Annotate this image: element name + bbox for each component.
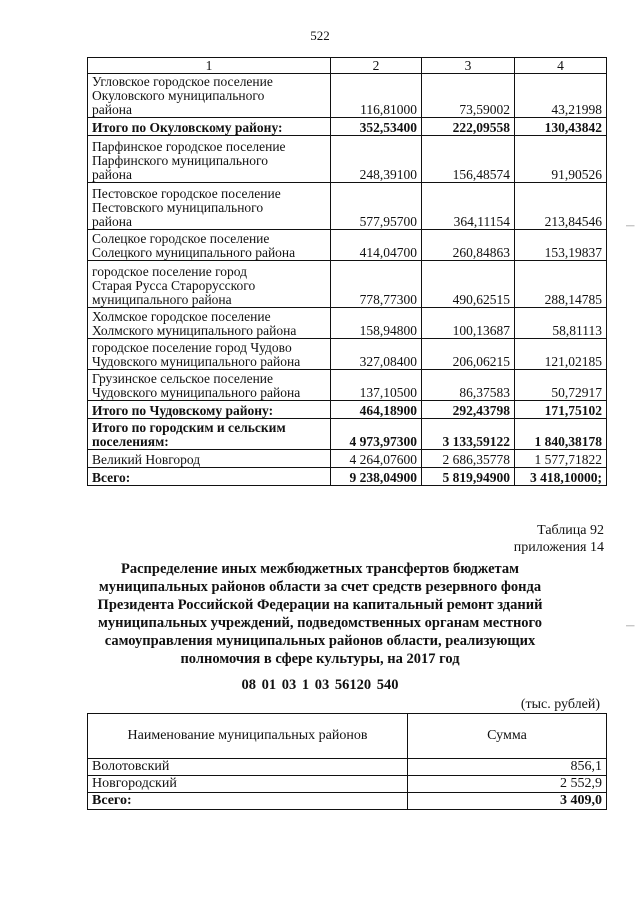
margin-mark: | — [626, 625, 636, 627]
amount-cell: 490,62515 — [422, 261, 515, 308]
table-row — [88, 136, 607, 183]
district-name: Новгородский — [88, 776, 408, 793]
amount-cell: 100,13687 — [422, 308, 515, 339]
amount-cell: 2 552,9 — [408, 776, 607, 793]
amount-cell: 260,84863 — [422, 230, 515, 261]
unit-label: (тыс. рублей) — [520, 697, 600, 712]
municipality-name — [88, 118, 331, 136]
table-row — [88, 308, 607, 339]
amount-cell: 222,09558 — [422, 118, 515, 136]
amount-cell: 3 409,0 — [408, 793, 607, 810]
table-row — [88, 468, 607, 486]
amount-cell: 91,90526 — [515, 136, 607, 183]
table-row — [88, 370, 607, 401]
municipality-name-line: района — [92, 214, 132, 229]
municipality-name-line: Итого по Чудовскому району: — [92, 403, 274, 418]
table-row — [88, 759, 607, 776]
amount-cell: 248,39100 — [331, 136, 422, 183]
municipality-name — [88, 370, 331, 401]
amount-cell: 1 840,38178 — [515, 419, 607, 450]
amount-cell: 778,77300 — [331, 261, 422, 308]
table-row — [88, 419, 607, 450]
amount-cell: 5 819,94900 — [422, 468, 515, 486]
amount-cell: 3 418,10000; — [515, 468, 607, 486]
municipality-name-line: муниципального района — [92, 292, 232, 307]
title-line: самоуправления муниципальных районов области, реализующих — [104, 633, 536, 649]
amount-cell: 171,75102 — [515, 401, 607, 419]
amount-cell: 137,10500 — [331, 370, 422, 401]
amount-cell: 352,53400 — [331, 118, 422, 136]
municipality-name-line: Парфинского муниципального — [92, 153, 268, 168]
municipality-name — [88, 468, 331, 486]
municipality-name — [88, 183, 331, 230]
municipality-name-line: Грузинское сельское поселение — [92, 371, 274, 386]
amount-cell: 73,59002 — [422, 74, 515, 118]
table-row — [88, 776, 607, 793]
amount-cell: 327,08400 — [331, 339, 422, 370]
amount-cell: 213,84546 — [515, 183, 607, 230]
table-row — [88, 118, 607, 136]
title-line: Президента Российской Федерации на капитальный ремонт зданий — [97, 597, 543, 613]
amount-cell: 414,04700 — [331, 230, 422, 261]
document-title — [92, 560, 548, 668]
column-header: Сумма — [408, 714, 607, 759]
distribution-table — [87, 713, 607, 810]
municipality-name-line: Чудовского муниципального района — [92, 385, 301, 400]
table-row — [88, 450, 607, 468]
amount-cell: 121,02185 — [515, 339, 607, 370]
municipality-name — [88, 401, 331, 419]
municipality-name — [88, 136, 331, 183]
amount-cell: 4 264,07600 — [331, 450, 422, 468]
amount-cell: 577,95700 — [331, 183, 422, 230]
table-row — [88, 74, 607, 118]
amount-cell: 156,48574 — [422, 136, 515, 183]
municipality-name — [88, 450, 331, 468]
municipality-name-line: Парфинское городское поселение — [92, 139, 286, 154]
amount-cell: 43,21998 — [515, 74, 607, 118]
municipality-name-line: Великий Новгород — [92, 452, 201, 467]
table-header-row — [88, 58, 607, 74]
amount-cell: 116,81000 — [331, 74, 422, 118]
table-row — [88, 793, 607, 810]
amount-cell: 130,43842 — [515, 118, 607, 136]
municipality-name-line: городское поселение город Чудово — [92, 340, 292, 355]
amount-cell: 1 577,71822 — [515, 450, 607, 468]
amount-cell: 50,72917 — [515, 370, 607, 401]
table-row — [88, 230, 607, 261]
municipality-name — [88, 261, 331, 308]
page-number: 522 — [310, 28, 330, 43]
title-line: муниципальных учреждений, подведомственных органам местного — [97, 615, 543, 631]
amount-cell: 4 973,97300 — [331, 419, 422, 450]
district-name: Волотовский — [88, 759, 408, 776]
municipality-name-line: Итого по городским и сельским — [92, 420, 286, 435]
municipality-name-line: Холмского муниципального района — [92, 323, 297, 338]
municipality-name-line: Всего: — [92, 470, 131, 485]
municipality-name — [88, 308, 331, 339]
municipality-name-line: поселениям: — [92, 434, 169, 449]
municipality-name-line: Чудовского муниципального района — [92, 354, 301, 369]
municipality-name-line: Старая Русса Старорусского — [92, 278, 256, 293]
column-header: 2 — [331, 58, 422, 74]
amount-cell: 3 133,59122 — [422, 419, 515, 450]
municipality-name-line: городское поселение город — [92, 264, 248, 279]
amount-cell: 288,14785 — [515, 261, 607, 308]
table-row — [88, 339, 607, 370]
table-caption-line: приложения 14 — [513, 540, 604, 555]
margin-mark: | — [626, 225, 636, 227]
column-header: 3 — [422, 58, 515, 74]
municipality-name — [88, 74, 331, 118]
municipality-name-line: Холмское городское поселение — [92, 309, 271, 324]
municipality-name-line: Солецкое городское поселение — [92, 231, 270, 246]
table-row — [88, 401, 607, 419]
table-header-row — [88, 714, 607, 759]
municipality-name — [88, 339, 331, 370]
amount-cell: 153,19837 — [515, 230, 607, 261]
municipality-name-line: Окуловского муниципального — [92, 88, 265, 103]
municipality-name-line: Пестовское городское поселение — [92, 186, 281, 201]
municipality-name-line: Пестовского муниципального — [92, 200, 264, 215]
municipality-name-line: района — [92, 102, 132, 117]
budget-code: 08 01 03 1 03 56120 540 — [241, 677, 399, 693]
municipality-name-line: Угловское городское поселение — [92, 74, 273, 89]
title-line: полномочия в сфере культуры, на 2017 год — [180, 651, 460, 667]
amount-cell: 58,81113 — [515, 308, 607, 339]
amount-cell: 206,06215 — [422, 339, 515, 370]
amount-cell: 292,43798 — [422, 401, 515, 419]
column-header: 4 — [515, 58, 607, 74]
title-line: Распределение иных межбюджетных трансфертов бюджетам — [121, 561, 519, 577]
amount-cell: 364,11154 — [422, 183, 515, 230]
table-row — [88, 183, 607, 230]
table-row — [88, 261, 607, 308]
municipality-name-line: Итого по Окуловскому району: — [92, 120, 283, 135]
municipality-name — [88, 419, 331, 450]
title-line: муниципальных районов области за счет средств резервного фонда — [98, 579, 542, 595]
column-header: Наименование муниципальных районов — [88, 714, 408, 759]
amount-cell: 9 238,04900 — [331, 468, 422, 486]
amount-cell: 158,94800 — [331, 308, 422, 339]
amount-cell: 464,18900 — [331, 401, 422, 419]
amount-cell: 856,1 — [408, 759, 607, 776]
column-header: 1 — [88, 58, 331, 74]
transfers-table — [87, 57, 607, 486]
table-caption-line: Таблица 92 — [537, 523, 604, 538]
municipality-name-line: Солецкого муниципального района — [92, 245, 296, 260]
municipality-name — [88, 230, 331, 261]
amount-cell: 86,37583 — [422, 370, 515, 401]
amount-cell: 2 686,35778 — [422, 450, 515, 468]
district-name: Всего: — [88, 793, 408, 810]
municipality-name-line: района — [92, 167, 132, 182]
